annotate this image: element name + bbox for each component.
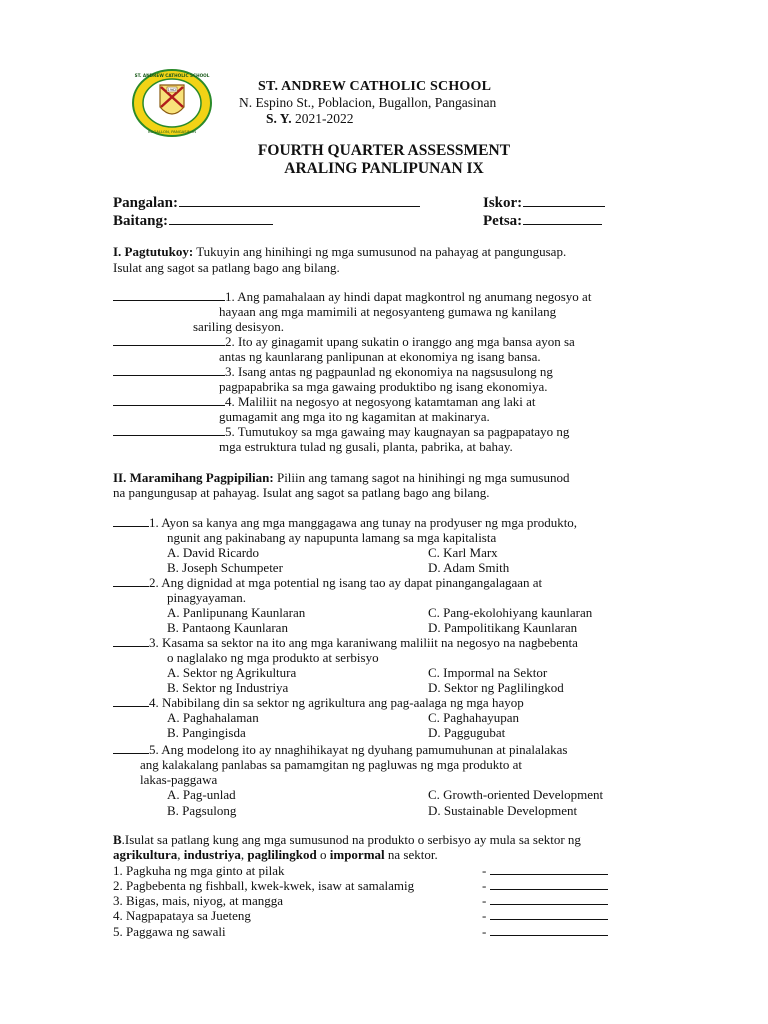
part2-item-3: 3. Kasama sa sektor na ito ang mga karaniwang maliliit na negosyo na nagbebenta: [113, 635, 578, 650]
choice-d[interactable]: D. Adam Smith: [428, 560, 510, 575]
choice-c[interactable]: C. Paghahayupan: [428, 710, 519, 725]
part1-item-4: 4. Maliliit na negosyo at negosyong katamtaman ang laki at: [113, 394, 535, 409]
partB-item-3: 3. Bigas, mais, niyog, at mangga: [113, 893, 284, 908]
partB-answer-5[interactable]: -: [482, 924, 608, 939]
choice-c[interactable]: C. Impormal na Sektor: [428, 665, 548, 680]
choice-a[interactable]: A. Pag-unlad: [167, 787, 236, 802]
answer-blank[interactable]: [490, 878, 608, 890]
answer-blank[interactable]: [490, 908, 608, 920]
choice-d[interactable]: D. Sektor ng Paglilingkod: [428, 680, 564, 695]
choice-d[interactable]: D. Sustainable Development: [428, 803, 578, 818]
part1-instruction-line2: Isulat ang sagot sa patlang bago ang bilang.: [113, 260, 340, 275]
part2-item-1-line2: ngunit ang pakinabang ay napupunta lamang sa mga kapitalista: [167, 530, 497, 545]
assessment-title: FOURTH QUARTER ASSESSMENT: [257, 142, 511, 159]
part2-item-5-line2: ang kalakalang panlabas sa pamamgitan ng pagluwas ng mga produkto at: [140, 757, 522, 772]
answer-blank[interactable]: [113, 424, 225, 436]
date-blank[interactable]: [523, 212, 602, 225]
partB-item-2: 2. Pagbebenta ng fishball, kwek-kwek, isaw at samalamig: [113, 878, 415, 893]
part2-instruction: II. Maramihang Pagpipilian: Piliin ang tamang sagot na hinihingi ng mga sumusunod: [113, 470, 570, 485]
name-label: Pangalan:: [113, 195, 179, 211]
part1-item-1-line2: hayaan ang mga mamimili at negosyanteng gumawa ng kanilang: [219, 304, 557, 319]
partB-instruction: B.Isulat sa patlang kung ang mga sumusunod na produkto o serbisyo ay mula sa sektor ng: [113, 832, 581, 847]
part1-item-5: 5. Tumutukoy sa mga gawaing may kaugnayan sa pagpapatayo ng: [113, 424, 569, 439]
school-year: [266, 111, 354, 127]
answer-blank[interactable]: [113, 635, 149, 647]
part1-item-2-line2: antas ng kaunlarang panlipunan at ekonomiya ng isang bansa.: [219, 349, 541, 364]
choice-b[interactable]: B. Pagsulong: [167, 803, 237, 818]
choice-a[interactable]: A. Panlipunang Kaunlaran: [167, 605, 306, 620]
grade-label: Baitang:: [113, 213, 169, 229]
answer-blank[interactable]: [113, 695, 149, 707]
answer-blank[interactable]: [113, 289, 225, 301]
choice-b[interactable]: B. Pantaong Kaunlaran: [167, 620, 288, 635]
score-blank[interactable]: [523, 194, 605, 207]
answer-blank[interactable]: [113, 364, 225, 376]
part2-item-3-line2: o naglalako ng mga produkto at serbisyo: [167, 650, 379, 665]
choice-c[interactable]: C. Karl Marx: [428, 545, 498, 560]
choice-a[interactable]: A. Paghahalaman: [167, 710, 259, 725]
part1-item-1: 1. Ang pamahalaan ay hindi dapat magkontrol ng anumang negosyo at: [113, 289, 591, 304]
grade-blank[interactable]: [169, 212, 273, 225]
score-field[interactable]: [483, 194, 605, 212]
answer-blank[interactable]: [490, 893, 608, 905]
choice-b[interactable]: B. Joseph Schumpeter: [167, 560, 283, 575]
logo-text: ST. ANDREW CATHOLIC SCHOOL: [134, 73, 210, 78]
partB-answer-2[interactable]: -: [482, 878, 608, 893]
grade-field[interactable]: [113, 212, 273, 230]
part2-item-5: 5. Ang modelong ito ay nnaghihikayat ng dyuhang pamumuhunan at pinalalakas: [113, 742, 567, 757]
score-label: Iskor:: [483, 195, 523, 211]
school-year-value: 2021-2022: [295, 111, 354, 126]
subject-title: ARALING PANLIPUNAN IX: [284, 160, 484, 177]
partB-answer-3[interactable]: -: [482, 893, 608, 908]
part1-item-3: 3. Isang antas ng pagpaunlad ng ekonomiya na nagsusulong ng: [113, 364, 553, 379]
date-label: Petsa:: [483, 213, 523, 229]
choice-a[interactable]: A. Sektor ng Agrikultura: [167, 665, 297, 680]
choice-d[interactable]: D. Pampolitikang Kaunlaran: [428, 620, 578, 635]
part1-item-2: 2. Ito ay ginagamit upang sukatin o iranggo ang mga bansa ayon sa: [113, 334, 575, 349]
part2-heading: II. Maramihang Pagpipilian:: [113, 470, 274, 485]
school-address: N. Espino St., Poblacion, Bugallon, Pangasinan: [239, 95, 497, 110]
answer-blank[interactable]: [113, 742, 149, 754]
part1-item-5-line2: mga estruktura tulad ng gusali, planta, pabrika, at bahay.: [219, 439, 513, 454]
logo-year: 1962: [167, 88, 177, 92]
answer-blank[interactable]: [113, 334, 225, 346]
part2-item-2: 2. Ang dignidad at mga potential ng isang tao ay dapat pinangangalagaan at: [113, 575, 542, 590]
logo-bottom-text: BUGALLON, PANGASINAN: [147, 129, 197, 134]
answer-blank[interactable]: [113, 394, 225, 406]
choice-a[interactable]: A. David Ricardo: [167, 545, 260, 560]
school-logo: [132, 69, 212, 137]
school-year-label: S. Y.: [266, 111, 292, 126]
partB-heading: B: [113, 832, 122, 847]
part1-item-1-line3: sariling desisyon.: [193, 319, 284, 334]
part2-item-2-line2: pinagyayaman.: [167, 590, 247, 605]
partB-item-1: 1. Pagkuha ng mga ginto at pilak: [113, 863, 285, 878]
part2-item-1: 1. Ayon sa kanya ang mga manggagawa ang tunay na prodyuser ng mga produkto,: [113, 515, 577, 530]
part2-instruction-line2: na pangungusap at pahayag. Isulat ang sagot sa patlang bago ang bilang.: [113, 485, 490, 500]
part1-heading: I. Pagtutukoy:: [113, 244, 194, 259]
choice-c[interactable]: C. Growth-oriented Development: [428, 787, 604, 802]
name-field[interactable]: [113, 194, 420, 212]
part1-instruction: I. Pagtutukoy: Tukuyin ang hinihingi ng mga sumusunod na pahayag at pangungusap.: [113, 244, 567, 259]
part2-item-5-line3: lakas-paggawa: [140, 772, 218, 787]
part2-item-4: 4. Nabibilang din sa sektor ng agrikultura ang pag-aalaga ng mga hayop: [113, 695, 524, 710]
part1-item-4-line2: gumagamit ang mga ito ng kagamitan at makinarya.: [219, 409, 490, 424]
partB-answer-1[interactable]: -: [482, 863, 608, 878]
partB-instruction-line2: agrikultura, industriya, paglilingkod o impormal na sektor.: [113, 847, 438, 862]
choice-c[interactable]: C. Pang-ekolohiyang kaunlaran: [428, 605, 593, 620]
partB-item-4: 4. Nagpapataya sa Jueteng: [113, 908, 251, 923]
answer-blank[interactable]: [113, 575, 149, 587]
choice-d[interactable]: D. Paggugubat: [428, 725, 506, 740]
choice-b[interactable]: B. Pangingisda: [167, 725, 246, 740]
name-blank[interactable]: [179, 194, 420, 207]
school-name: ST. ANDREW CATHOLIC SCHOOL: [258, 79, 492, 94]
answer-blank[interactable]: [490, 924, 608, 936]
answer-blank[interactable]: [113, 515, 149, 527]
choice-b[interactable]: B. Sektor ng Industriya: [167, 680, 289, 695]
partB-answer-4[interactable]: -: [482, 908, 608, 923]
part1-item-3-line2: pagpapabrika sa mga gawaing produktibo ng isang ekonomiya.: [219, 379, 548, 394]
date-field[interactable]: [483, 212, 602, 230]
answer-blank[interactable]: [490, 863, 608, 875]
partB-item-5: 5. Paggawa ng sawali: [113, 924, 226, 939]
